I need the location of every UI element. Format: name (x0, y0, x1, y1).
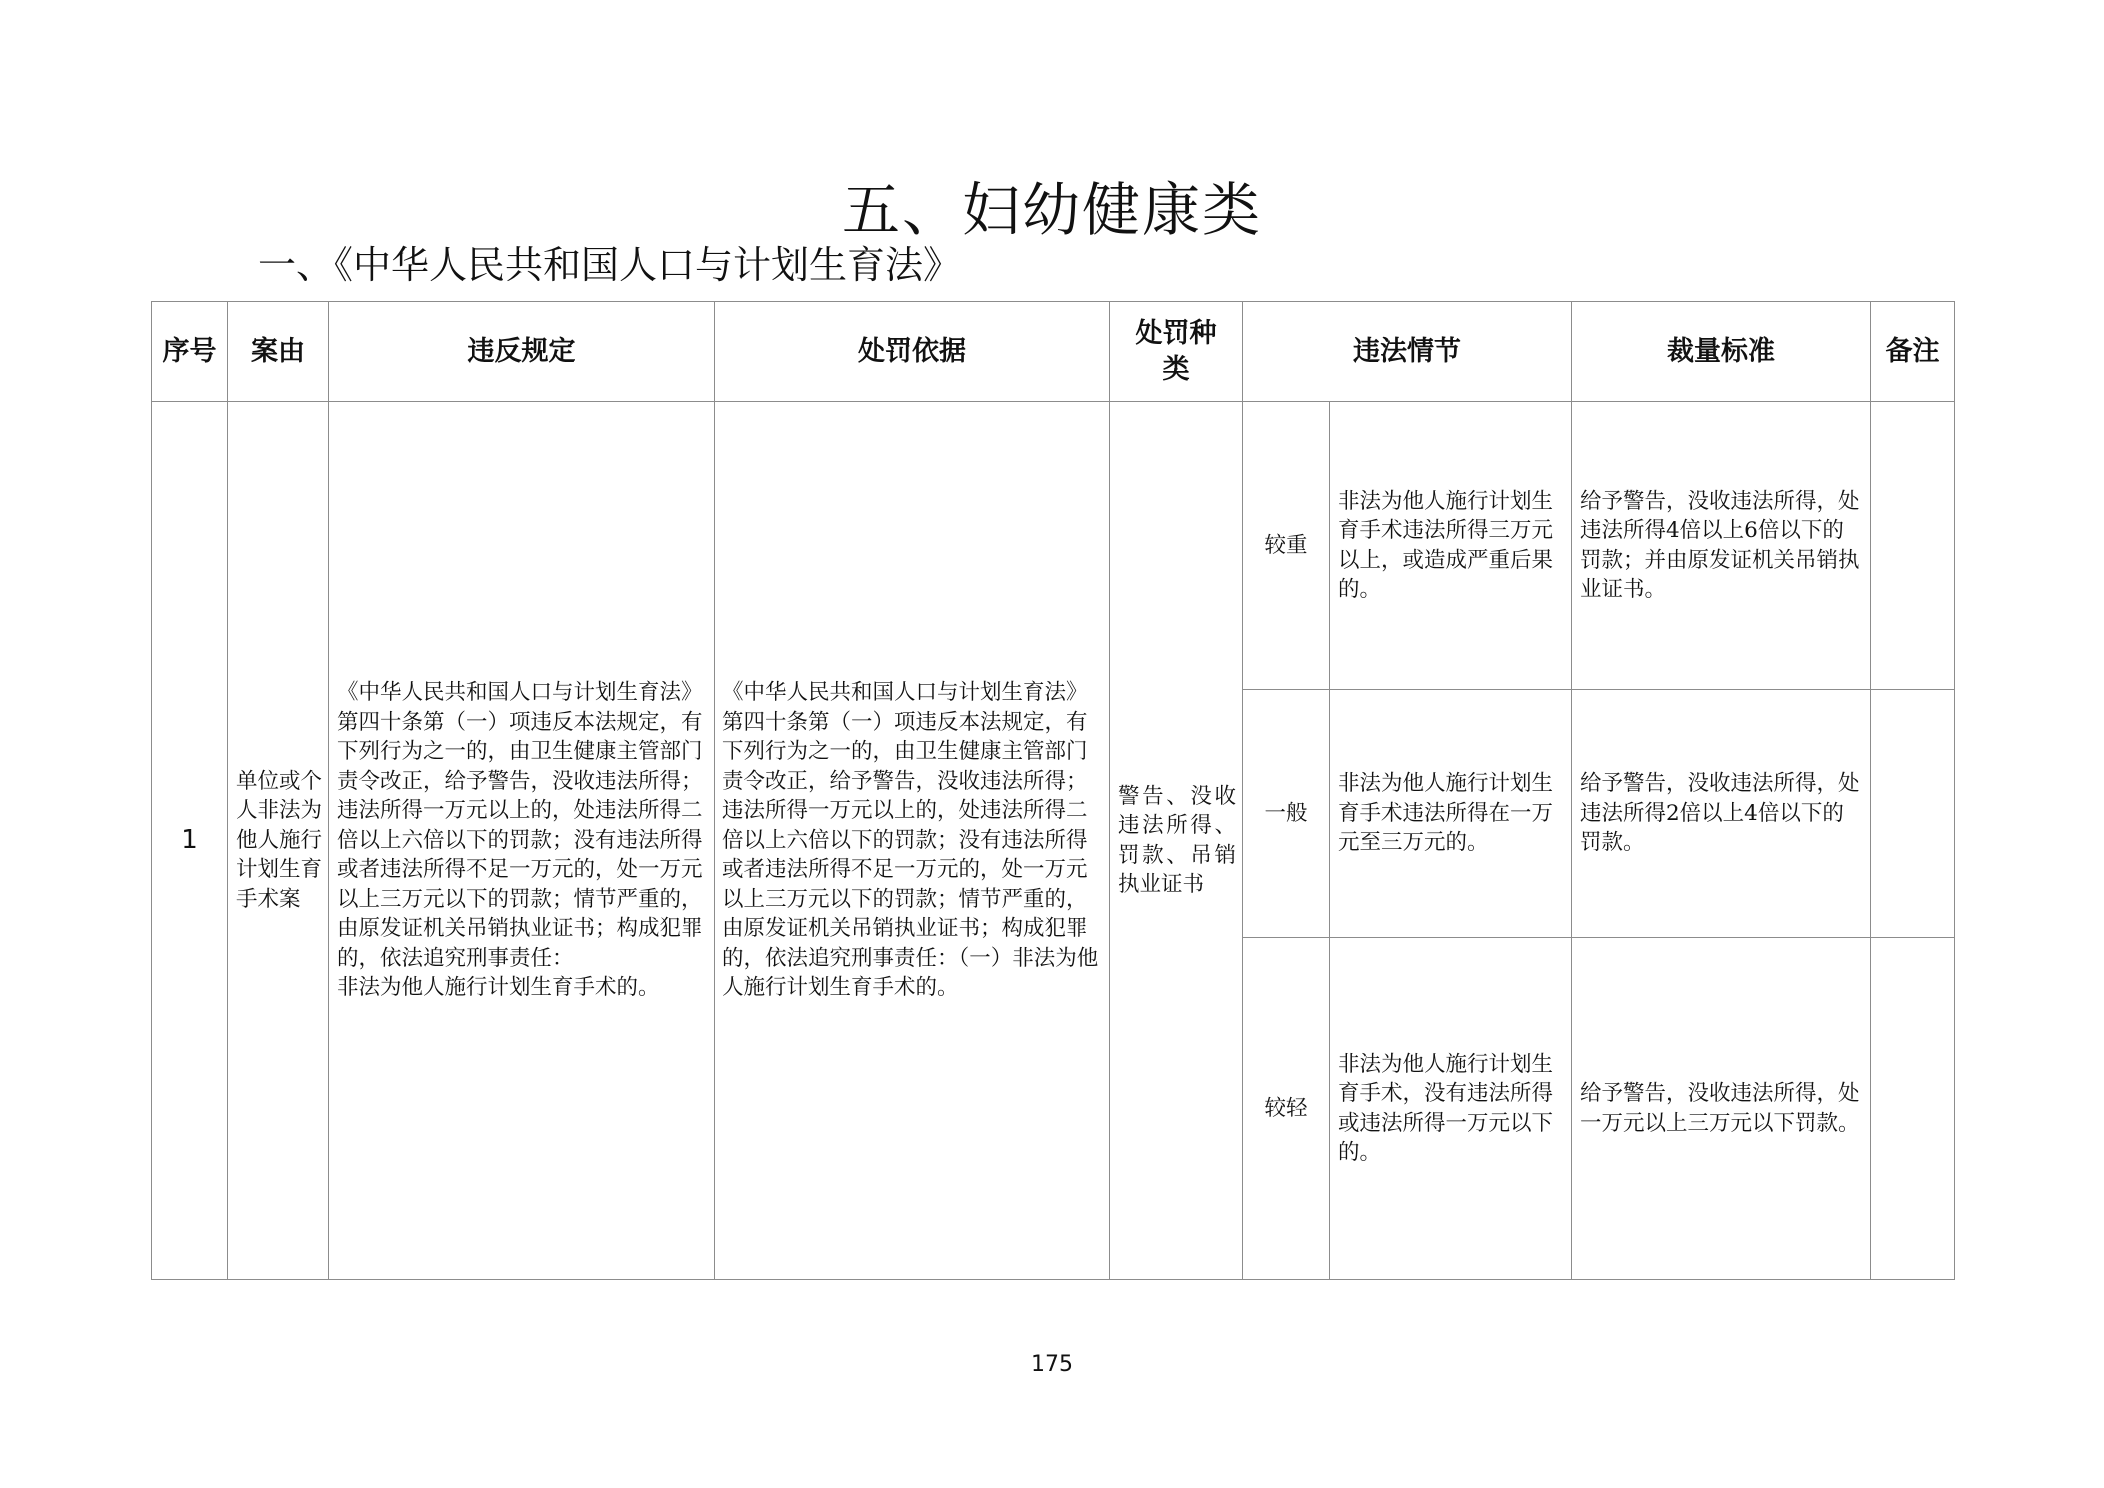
cell-cause: 单位或个人非法为他人施行计划生育手术案 (228, 402, 329, 1280)
header-penalty-type: 处罚种类 (1110, 302, 1243, 402)
header-basis: 处罚依据 (715, 302, 1110, 402)
cell-seq: 1 (152, 402, 228, 1280)
cell-circumstance-general: 非法为他人施行计划生育手术违法所得在一万元至三万元的。 (1330, 690, 1572, 938)
header-remark: 备注 (1871, 302, 1955, 402)
table-row (152, 402, 1955, 690)
cell-remark-severe (1871, 402, 1955, 690)
cell-remark-general (1871, 690, 1955, 938)
header-cause: 案由 (228, 302, 329, 402)
table-header-row (152, 302, 1955, 402)
header-standard: 裁量标准 (1572, 302, 1871, 402)
page-number: 175 (1031, 1352, 1073, 1377)
cell-penalty-type: 警告、没收违法所得、罚款、吊销执业证书 (1110, 402, 1243, 1280)
cell-level-general: 一般 (1243, 690, 1330, 938)
header-seq: 序号 (152, 302, 228, 402)
cell-standard-general: 给予警告，没收违法所得，处违法所得2倍以上4倍以下的罚款。 (1572, 690, 1871, 938)
cell-standard-severe: 给予警告，没收违法所得，处违法所得4倍以上6倍以下的罚款；并由原发证机关吊销执业证书。 (1572, 402, 1871, 690)
violation-main-text: 《中华人民共和国人口与计划生育法》第四十条第（一）项违反本法规定，有下列行为之一的，由卫生健康主管部门责令改正，给予警告，没收违法所得；违法所得一万元以上的，处违法所得二倍以上六倍以下的罚款；没有违法所得或者违法所得不足一万元的，处一万元以上三万元以下的罚款；情节严重的，由原发证机关吊销执业证书；构成犯罪的，依法追究刑事责任： (337, 680, 703, 971)
cell-violation (329, 402, 715, 1280)
cell-level-light: 较轻 (1243, 938, 1330, 1280)
cell-standard-light: 给予警告，没收违法所得，处一万元以上三万元以下罚款。 (1572, 938, 1871, 1280)
cell-level-severe: 较重 (1243, 402, 1330, 690)
cell-circumstance-light: 非法为他人施行计划生育手术，没有违法所得或违法所得一万元以下的。 (1330, 938, 1572, 1280)
cell-circumstance-severe: 非法为他人施行计划生育手术违法所得三万元以上，或造成严重后果的。 (1330, 402, 1572, 690)
law-subtitle: 一、《中华人民共和国人口与计划生育法》 (258, 243, 962, 287)
violation-item-text: 非法为他人施行计划生育手术的。 (337, 975, 660, 1001)
cell-basis: 《中华人民共和国人口与计划生育法》第四十条第（一）项违反本法规定，有下列行为之一的，由卫生健康主管部门责令改正，给予警告，没收违法所得；违法所得一万元以上的，处违法所得二倍以上六倍以下的罚款；没有违法所得或者违法所得不足一万元的，处一万元以上三万元以下的罚款；情节严重的，由原发证机关吊销执业证书；构成犯罪的，依法追究刑事责任：（一）非法为他人施行计划生育手术的。 (715, 402, 1110, 1280)
page-title: 五、妇幼健康类 (841, 176, 1262, 244)
header-violation: 违反规定 (329, 302, 715, 402)
header-circumstance: 违法情节 (1243, 302, 1572, 402)
penalty-discretion-table (151, 301, 1955, 1280)
cell-remark-light (1871, 938, 1955, 1280)
